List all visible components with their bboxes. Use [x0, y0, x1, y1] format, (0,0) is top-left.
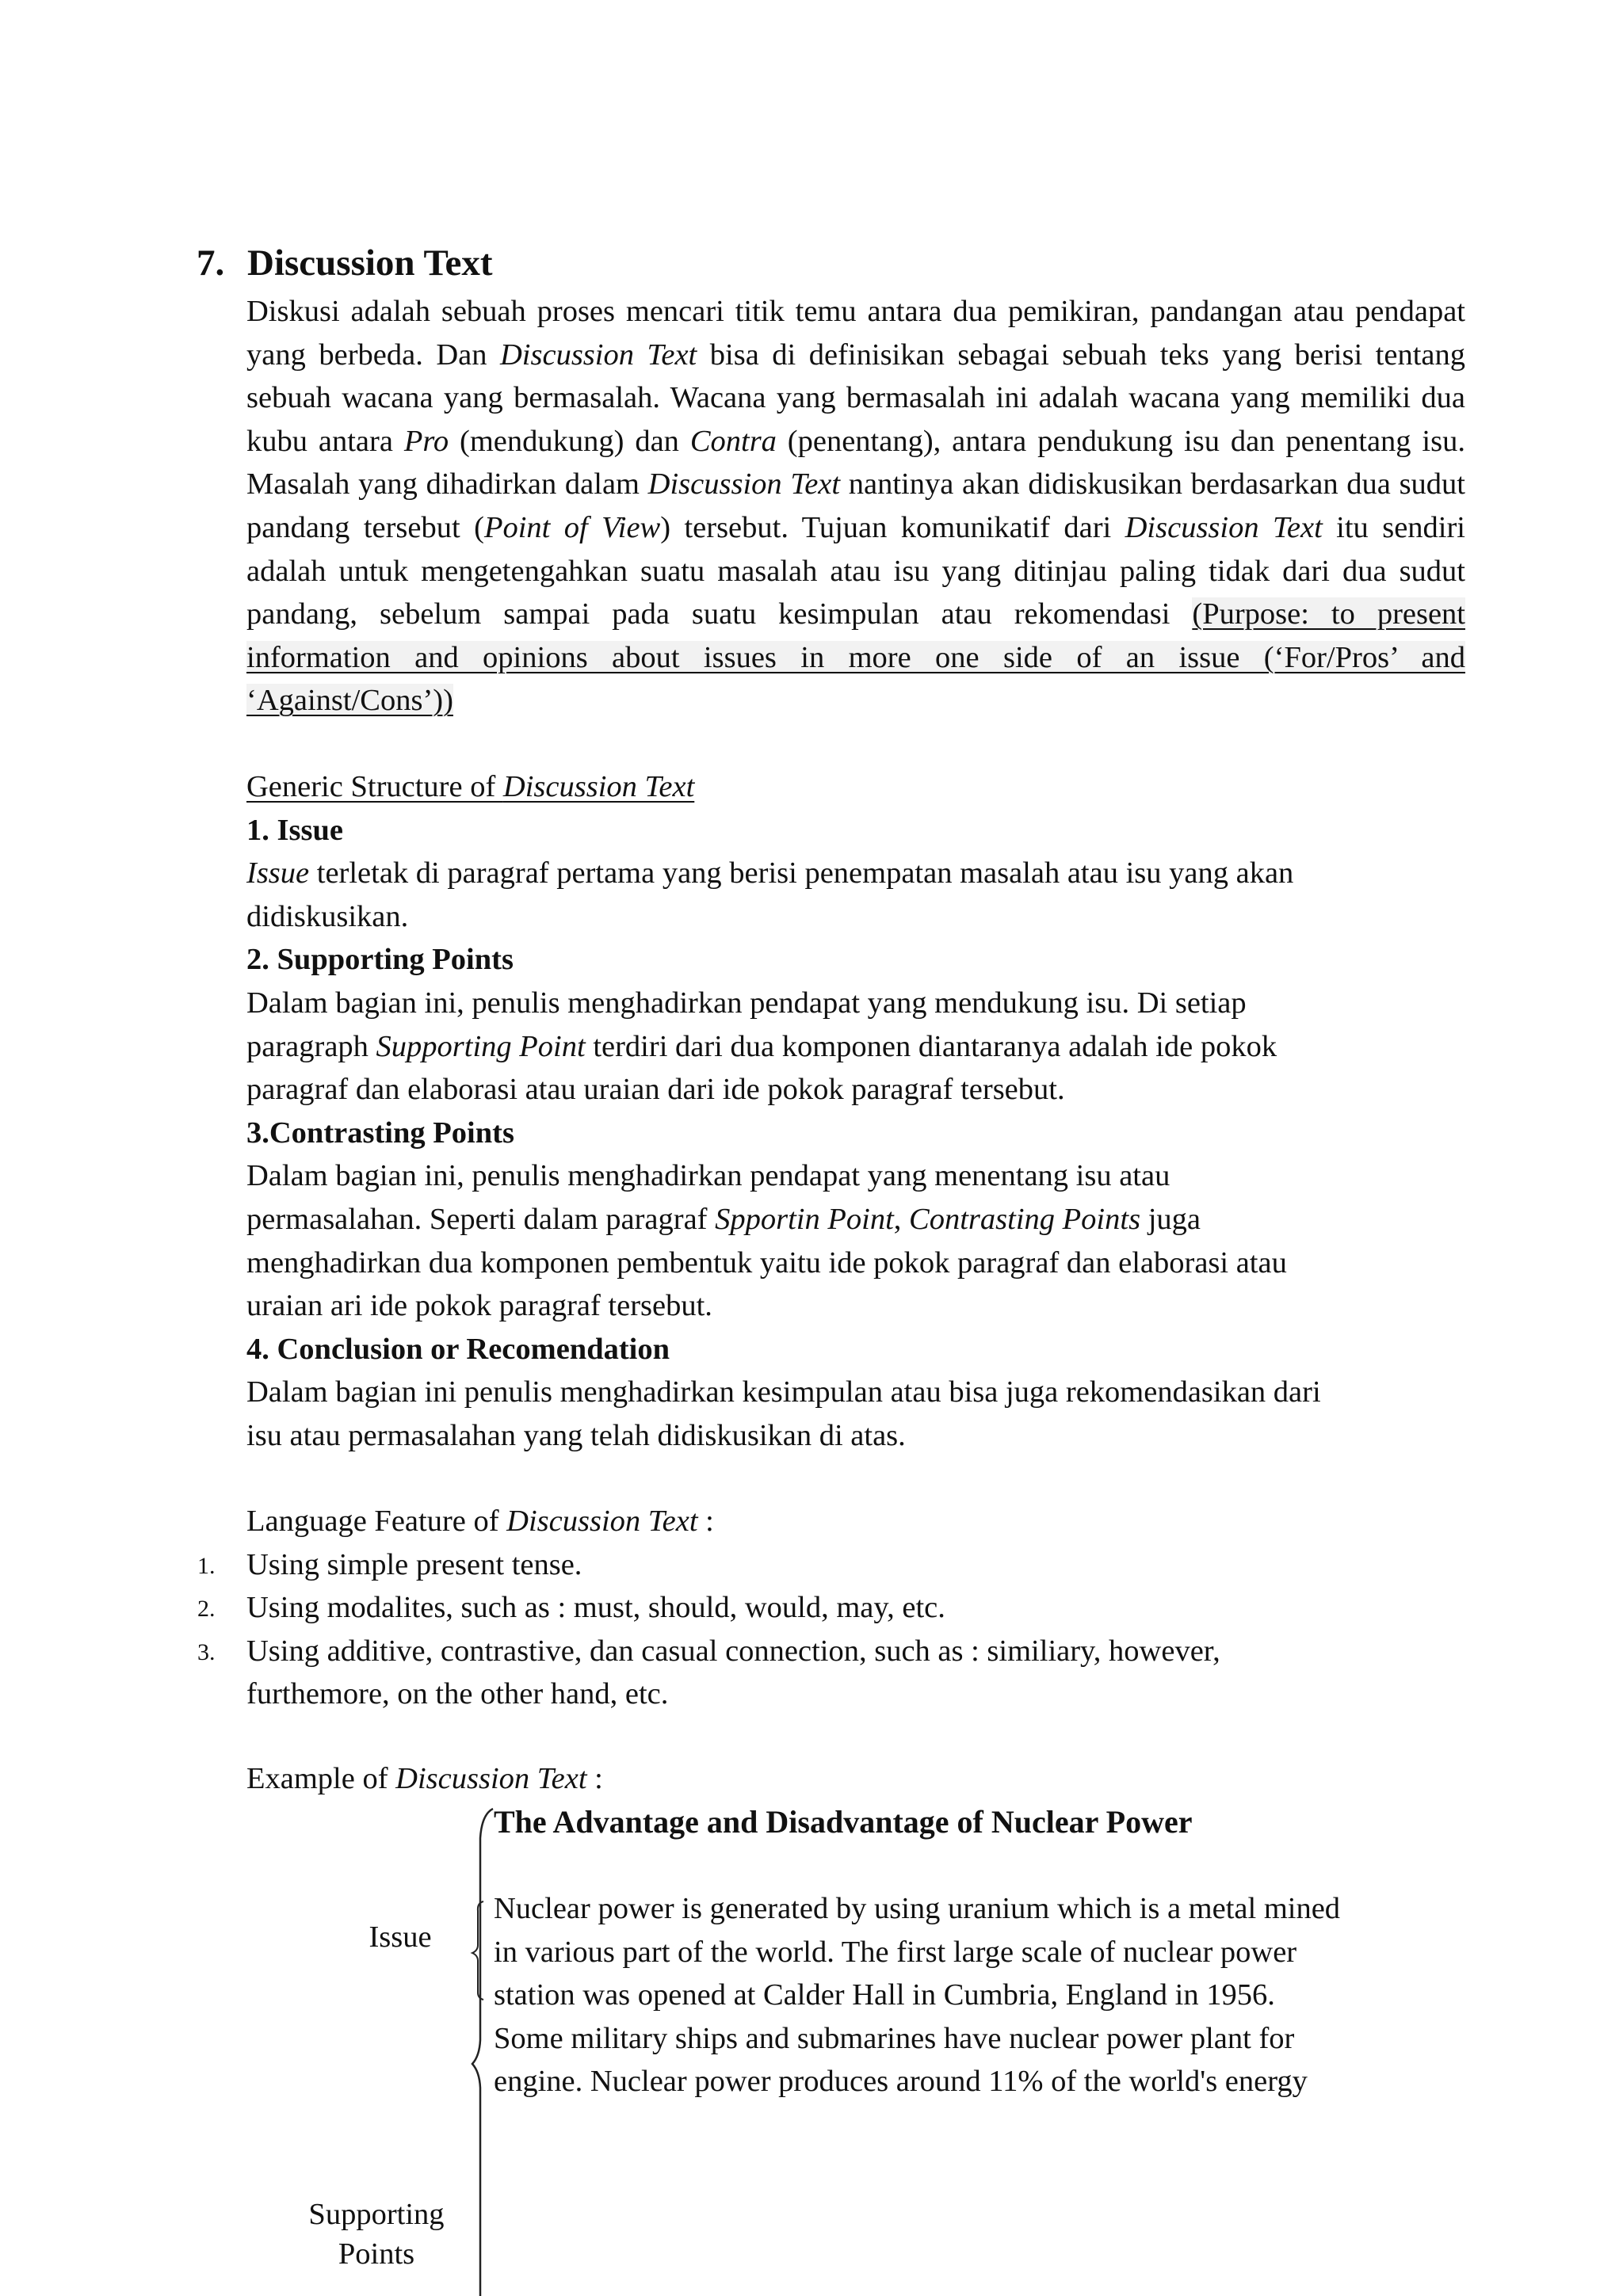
contrasting-line: Dalam bagian ini, penulis menghadirkan pendapat yang menentang isu atau — [246, 1159, 1170, 1193]
list-number: 3. — [197, 1638, 216, 1665]
intro-emphasis: Discussion Text — [1125, 510, 1323, 544]
conclusion-title-text: 4. Conclusion or Recomendation — [246, 1332, 670, 1366]
intro-text: itu sendiri adalah untuk mengetengahkan suatu masalah atau isu yang ditinjau paling tidak dari dua sudut pandang, sebelum sampai pada suatu kesimpulan atau rekomendasi — [246, 510, 1466, 631]
intro-text: Diskusi adalah sebuah proses mencari titik temu antara dua pemikiran, pandangan atau pendapat yang berbeda. Dan — [246, 295, 1465, 372]
heading-text: Language Feature of — [246, 1505, 507, 1538]
issue-title-text: 1. Issue — [246, 813, 343, 847]
section-title: Discussion Text — [247, 242, 493, 284]
intro-emphasis: Discussion Text — [647, 467, 841, 502]
intro-text: (penentang), antara pendukung isu dan penentang isu. Masalah yang dihadirkan dalam — [246, 424, 1465, 502]
outer-brace — [472, 1809, 493, 2296]
contrasting-line: menghadirkan dua komponen pembentuk yaitu ide pokok paragraf dan elaborasi atau — [246, 1245, 1287, 1280]
supporting-emphasis: Supporting Point — [376, 1029, 586, 1063]
supporting-label-line: Points — [338, 2237, 415, 2271]
heading-text: Generic Structure of — [246, 770, 503, 803]
example-line: in various part of the world. The first large scale of nuclear power — [494, 1935, 1297, 1969]
intro-text: ) tersebut. Tujuan komunikatif dari — [660, 510, 1125, 544]
list-text: Using simple present tense. — [246, 1547, 582, 1581]
example-title: The Advantage and Disadvantage of Nuclear Power — [494, 1804, 1193, 1840]
conclusion-line: Dalam bagian ini penulis menghadirkan kesimpulan atau bisa juga rekomendasikan dari — [246, 1375, 1321, 1409]
example-line: engine. Nuclear power produces around 11% of the world's energy — [494, 2065, 1308, 2099]
list-text: furthemore, on the other hand, etc. — [246, 1677, 669, 1711]
example-line: Nuclear power is generated by using uranium which is a metal mined — [494, 1892, 1341, 1925]
issue-text: terletak di paragraf pertama yang berisi penempatan masalah atau isu yang akan — [309, 856, 1294, 891]
supporting-line: paragraf dan elaborasi atau uraian dari ide pokok paragraf tersebut. — [246, 1073, 1065, 1107]
intro-emphasis: Contra — [689, 424, 777, 458]
issue-brace — [472, 1901, 483, 2000]
supporting-text: terdiri dari dua komponen diantaranya adalah ide pokok — [585, 1029, 1277, 1063]
contrasting-text: juga — [1140, 1202, 1201, 1236]
contrasting-text: , — [893, 1202, 910, 1236]
contrasting-line: uraian ari ide pokok paragraf tersebut. — [246, 1289, 712, 1323]
intro-emphasis: Point of View — [483, 510, 661, 544]
list-number: 2. — [197, 1596, 216, 1623]
list-text: Using modalites, such as : must, should, would, may, etc. — [246, 1591, 945, 1625]
contrasting-emphasis: Spportin Point — [715, 1202, 894, 1236]
issue-emphasis: Issue — [246, 856, 310, 891]
heading-emphasis: Discussion Text — [502, 770, 695, 803]
intro-text: bisa di definisikan sebagai sebuah teks yang berisi tentang sebuah wacana yang bermasalah. Wacana yang bermasalah ini adalah wacana yang memiliki dua kubu antara — [246, 338, 1465, 458]
supporting-title-text: 2. Supporting Points — [246, 943, 514, 977]
purpose-statement: (Purpose: to present information and opinions about issues in more one side of an issue (‘For/Pros’ and ‘Against/Cons’)) — [246, 597, 1465, 718]
intro-emphasis: Discussion Text — [500, 338, 697, 372]
contrasting-title-text: 3.Contrasting Points — [246, 1116, 514, 1150]
heading-text: : — [586, 1762, 603, 1795]
intro-text: nantinya akan didiskusikan berdasarkan dua sudut pandang tersebut ( — [246, 467, 1465, 544]
issue-line: didiskusikan. — [246, 899, 409, 933]
issue-side-label: Issue — [369, 1920, 432, 1954]
heading-text: : — [697, 1505, 714, 1538]
heading-emphasis: Discussion Text — [395, 1762, 587, 1795]
heading-emphasis: Discussion Text — [506, 1505, 698, 1538]
supporting-label-line: Supporting — [308, 2198, 445, 2231]
supporting-text: paragraph — [246, 1029, 376, 1063]
example-line: Some military ships and submarines have nuclear power plant for — [494, 2021, 1295, 2055]
contrasting-emphasis: Contrasting Points — [909, 1202, 1141, 1236]
contrasting-text: permasalahan. Seperti dalam paragraf — [246, 1202, 716, 1236]
intro-emphasis: Pro — [403, 424, 449, 458]
heading-text: Example of — [246, 1762, 396, 1795]
supporting-line: Dalam bagian ini, penulis menghadirkan pendapat yang mendukung isu. Di setiap — [246, 986, 1247, 1020]
conclusion-line: isu atau permasalahan yang telah didiskusikan di atas. — [246, 1418, 906, 1452]
intro-text: (mendukung) dan — [449, 424, 690, 458]
section-number: 7. — [197, 242, 225, 284]
list-number: 1. — [197, 1552, 216, 1579]
example-line: station was opened at Calder Hall in Cumbria, England in 1956. — [494, 1978, 1275, 2012]
list-text: Using additive, contrastive, dan casual connection, such as : similiary, however, — [246, 1634, 1220, 1668]
